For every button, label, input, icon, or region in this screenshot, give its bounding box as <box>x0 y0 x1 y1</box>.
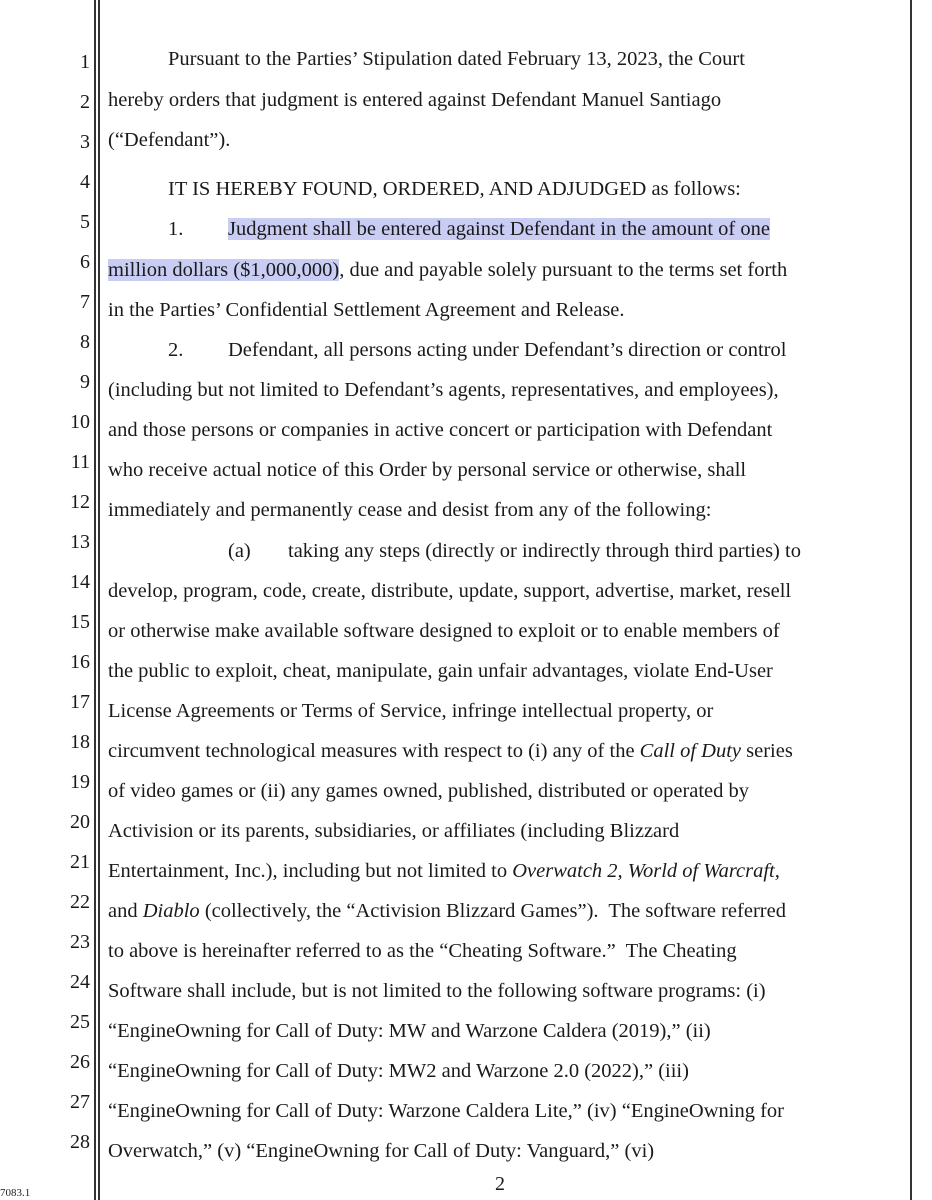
italic-title: Call of Duty <box>639 740 742 762</box>
line-number: 15 <box>70 611 90 633</box>
left-margin-rule-outer <box>94 0 96 1200</box>
text-line-19: of video games or (ii) any games owned, published, distributed or operated by <box>108 780 750 802</box>
line-number: 6 <box>80 251 90 273</box>
line-number: 19 <box>70 771 90 793</box>
text-line-5 <box>228 217 770 241</box>
line-number: 26 <box>70 1051 90 1073</box>
line-number: 28 <box>70 1131 90 1153</box>
text-line-20: Activision or its parents, subsidiaries, or affiliates (including Blizzard <box>108 820 680 842</box>
text-line-13: taking any steps (directly or indirectly through third parties) to <box>288 540 801 562</box>
text-segment: Entertainment, Inc.), including but not limited to <box>108 860 513 882</box>
text-line-4: IT IS HEREBY FOUND, ORDERED, AND ADJUDGED as follows: <box>168 178 741 200</box>
text-line-14: develop, program, code, create, distribute, update, support, advertise, market, resell <box>108 580 792 602</box>
text-line-6 <box>108 258 787 282</box>
line-number: 22 <box>70 891 90 913</box>
text-segment: and <box>108 900 143 922</box>
text-line-15: or otherwise make available software designed to exploit or to enable members of <box>108 620 780 642</box>
text-line-2: hereby orders that judgment is entered against Defendant Manuel Santiago <box>108 89 722 111</box>
text-line-27: “EngineOwning for Call of Duty: Warzone Caldera Lite,” (iv) “EngineOwning for <box>108 1100 784 1122</box>
text-line-23: to above is hereinafter referred to as the “Cheating Software.” The Cheating <box>108 940 737 962</box>
line-number: 8 <box>80 331 90 353</box>
italic-title: Diablo <box>142 900 200 922</box>
highlighted-text: Judgment shall be entered against Defendant in the amount of one <box>228 218 770 240</box>
line-number: 24 <box>70 971 90 993</box>
text-line-16: the public to exploit, cheat, manipulate, gain unfair advantages, violate End-User <box>108 660 773 682</box>
line-number: 5 <box>80 211 90 233</box>
line-number: 10 <box>70 411 90 433</box>
text-line-7: in the Parties’ Confidential Settlement Agreement and Release. <box>108 299 625 321</box>
document-id: 7083.1 <box>0 1187 31 1199</box>
paragraph-number-2: 2. <box>168 339 184 361</box>
left-margin-rule-inner <box>98 0 100 1200</box>
text-line-21 <box>108 859 780 883</box>
line-number: 27 <box>70 1091 90 1113</box>
text-line-10: and those persons or companies in active concert or participation with Defendant <box>108 419 773 441</box>
text-segment: series <box>741 740 793 762</box>
text-line-8: Defendant, all persons acting under Defendant’s direction or control <box>228 339 787 361</box>
line-number: 14 <box>70 571 90 593</box>
text-line-24: Software shall include, but is not limited to the following software programs: (i) <box>108 980 766 1002</box>
text-segment: circumvent technological measures with respect to (i) any of the <box>108 740 640 762</box>
line-number: 17 <box>70 691 90 713</box>
line-number: 18 <box>70 731 90 753</box>
line-number: 25 <box>70 1011 90 1033</box>
text-line-28: Overwatch,” (v) “EngineOwning for Call of Duty: Vanguard,” (vi) <box>108 1140 655 1162</box>
line-number: 7 <box>80 291 90 313</box>
line-number: 12 <box>70 491 90 513</box>
line-number: 2 <box>80 91 90 113</box>
line-number: 9 <box>80 371 90 393</box>
text-segment: (collectively, the “Activision Blizzard Games”). The software referred <box>199 900 786 922</box>
subparagraph-label-a: (a) <box>228 540 251 562</box>
page-number: 2 <box>495 1173 505 1195</box>
text-line-25: “EngineOwning for Call of Duty: MW and Warzone Caldera (2019),” (ii) <box>108 1020 711 1042</box>
line-number: 20 <box>70 811 90 833</box>
right-margin-rule <box>910 0 912 1200</box>
text-line-26: “EngineOwning for Call of Duty: MW2 and Warzone 2.0 (2022),” (iii) <box>108 1060 689 1082</box>
text-line-12: immediately and permanently cease and desist from any of the following: <box>108 499 712 521</box>
line-number: 3 <box>80 131 90 153</box>
line-number: 1 <box>80 51 90 73</box>
text-line-3: (“Defendant”). <box>108 129 231 151</box>
line-number: 13 <box>70 531 90 553</box>
text-line-22 <box>108 899 786 923</box>
line-number: 23 <box>70 931 90 953</box>
paragraph-number-1: 1. <box>168 218 184 240</box>
text-line-9: (including but not limited to Defendant’s agents, representatives, and employees), <box>108 379 779 401</box>
text-line-11: who receive actual notice of this Order by personal service or otherwise, shall <box>108 459 747 481</box>
italic-title: Overwatch 2, World of Warcraft, <box>512 860 780 882</box>
text-segment: , due and payable solely pursuant to the terms set forth <box>339 259 788 281</box>
text-line-17: License Agreements or Terms of Service, infringe intellectual property, or <box>108 700 714 722</box>
line-number: 11 <box>70 451 90 473</box>
highlighted-text: million dollars ($1,000,000) <box>108 259 340 281</box>
line-number: 21 <box>70 851 90 873</box>
line-number: 4 <box>80 171 90 193</box>
line-number: 16 <box>70 651 90 673</box>
text-line-18 <box>108 739 793 763</box>
text-line-1: Pursuant to the Parties’ Stipulation dated February 13, 2023, the Court <box>168 48 745 70</box>
